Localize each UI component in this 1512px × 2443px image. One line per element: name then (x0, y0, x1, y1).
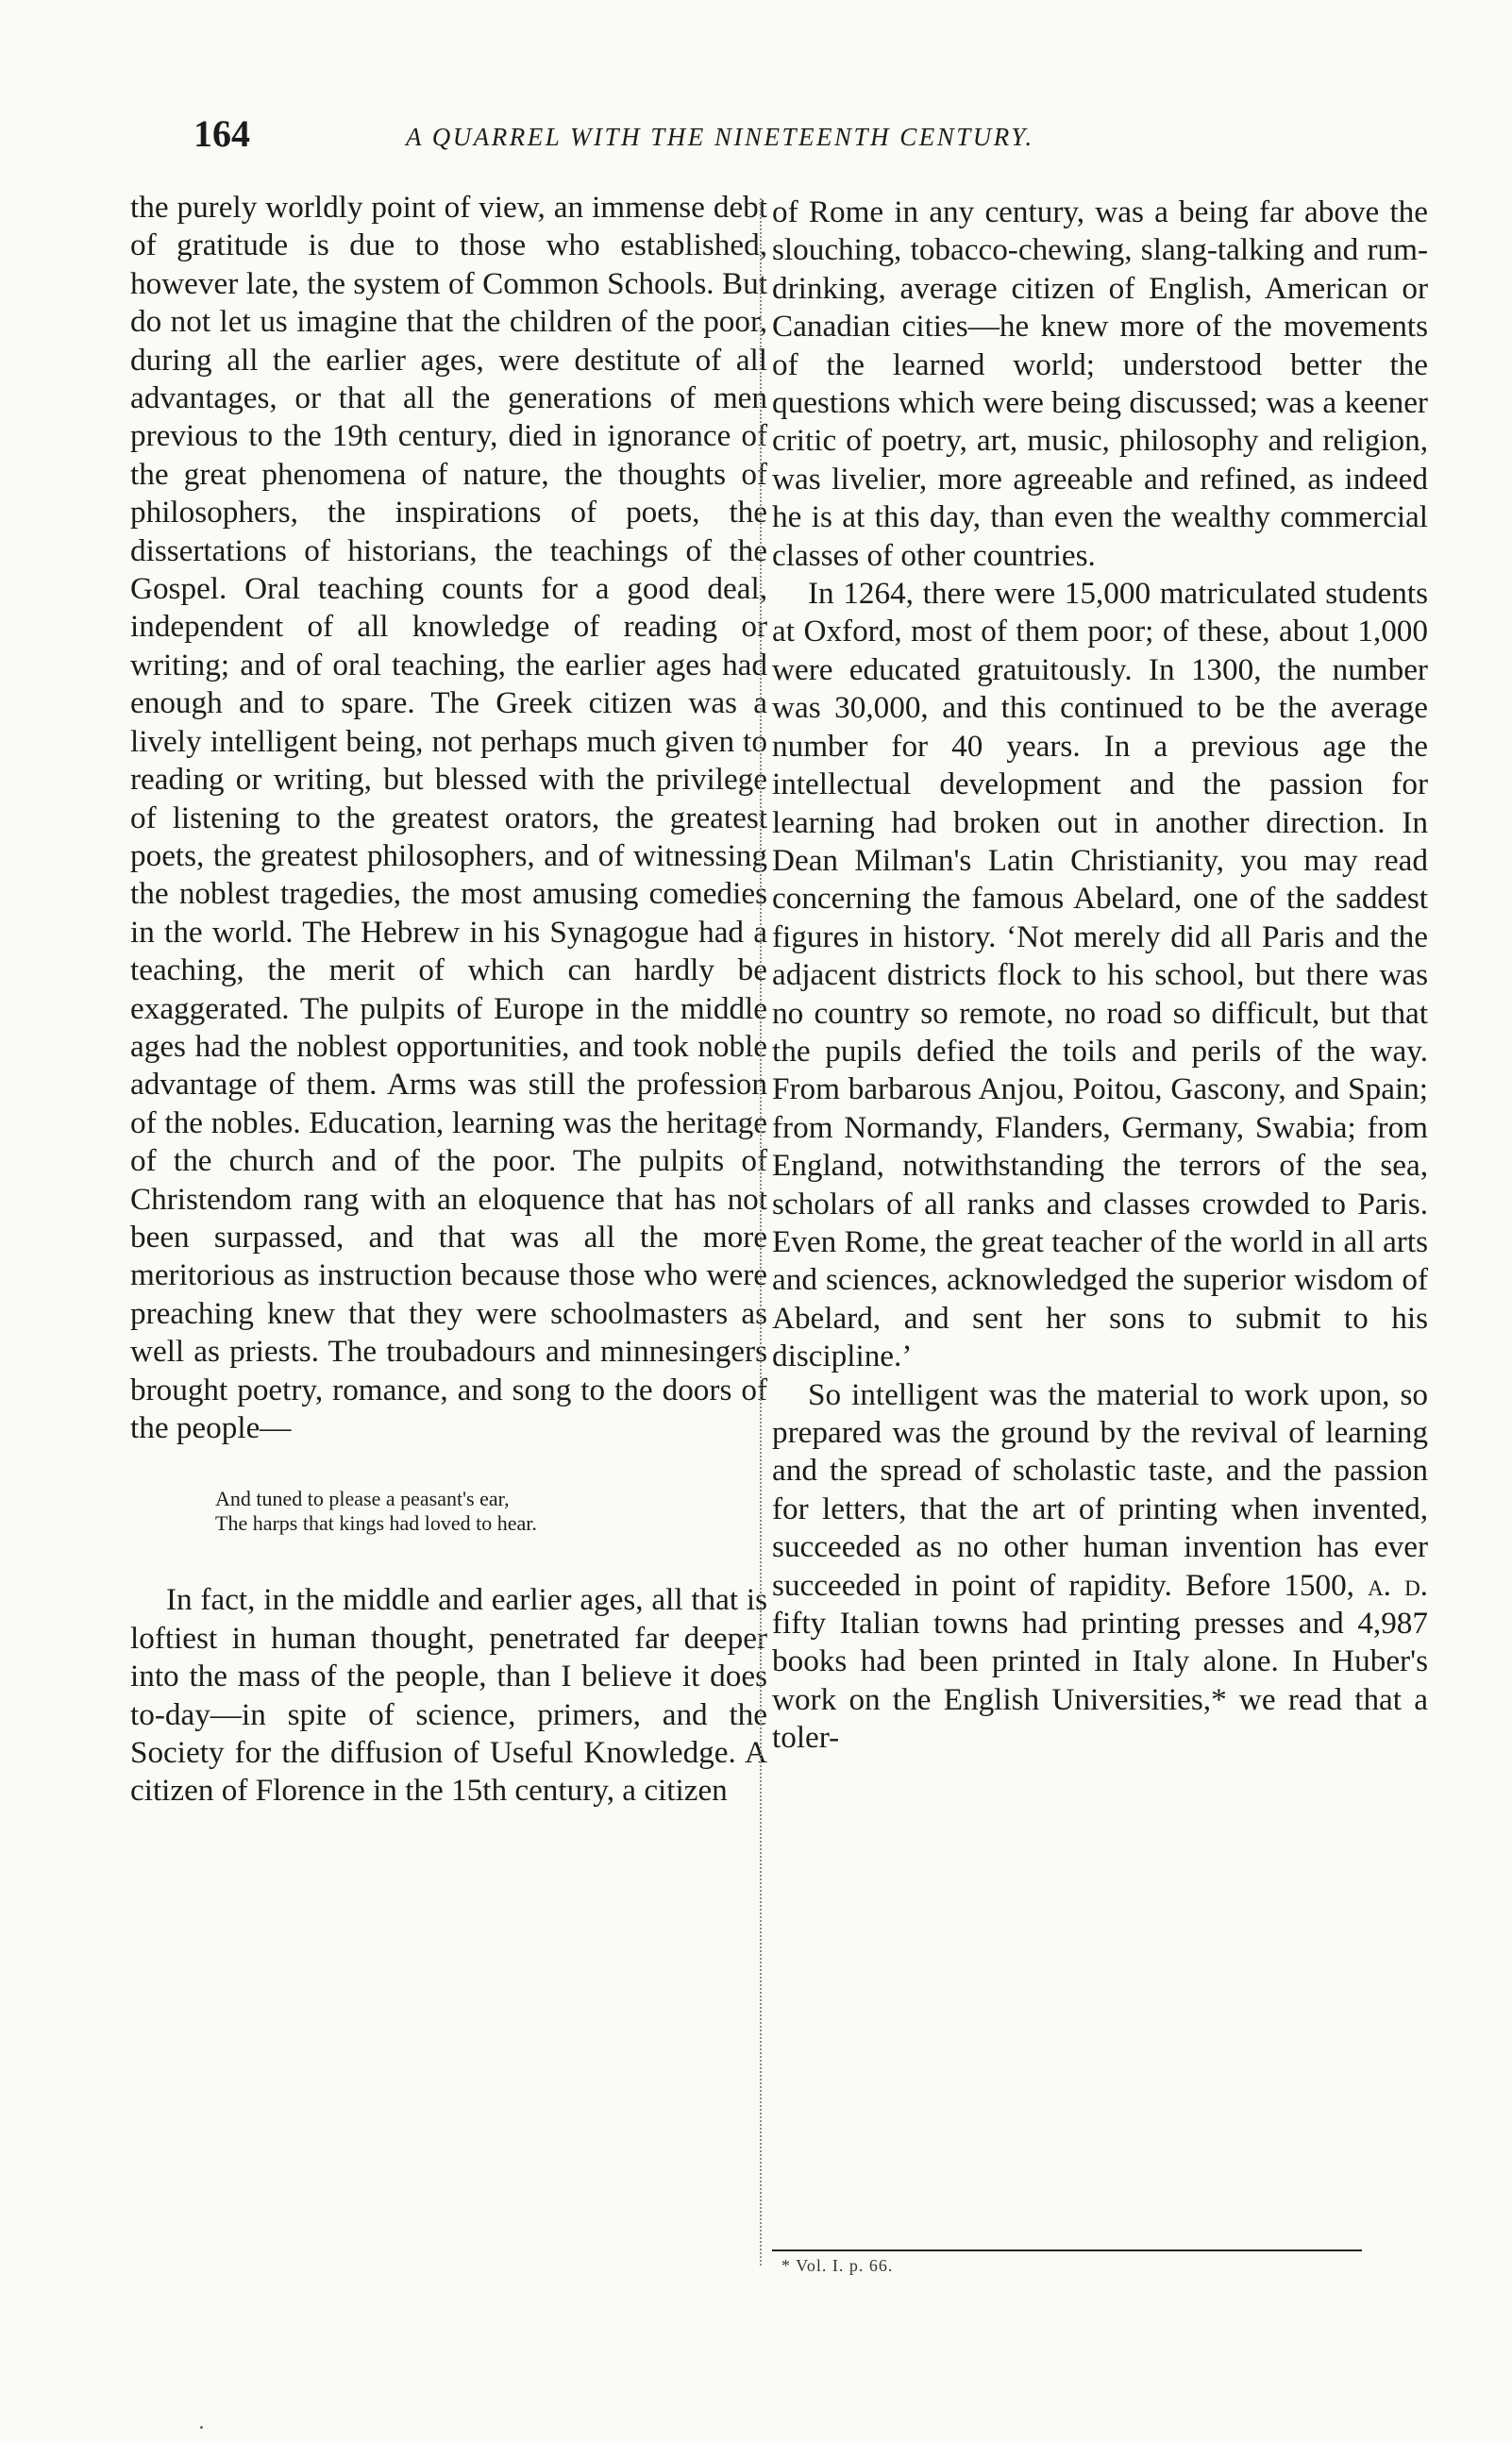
footnote-rule (772, 2249, 1362, 2251)
right-paragraph-1: of Rome in any century, was a being far above the slouching, tobacco-chewing, slang-talking and rum-drinking, average citizen of English, American or Canadian cities—he knew more of the movements of the learned world; understood better the questions which were being discussed; was a keener critic of poetry, art, music, philosophy and religion, was livelier, more agreeable and refined, as indeed he is at this day, than even the wealthy commercial classes of other countries. (772, 194, 1428, 573)
left-paragraph-2: In fact, in the middle and earlier ages, all that is loftiest in human thought, penetrated far deeper into the mass of the people, than I believe it does to-day—in spite of science, primers, and the Society for the diffusion of Useful Knowledge. A citizen of Florence in the 15th century, a citizen (130, 1582, 767, 1809)
right-paragraph-3-start: So intelligent was the material to work upon, so prepared was the ground by the revival of learning and the spread of scholastic taste, and the passion for letters, that the art of printing when invented, succeeded as no other human invention has ever succeeded in point of rapidity. Before 1500, (772, 1376, 1428, 1603)
right-paragraph-3 (772, 1376, 1428, 1758)
page-number: 164 (193, 112, 250, 155)
right-paragraph-2: In 1264, there were 15,000 matriculated students at Oxford, most of them poor; of these, about 1,000 were educated gratuitously. In 1300, the number was 30,000, and this continued to be the average number for 40 years. In a previous age the intellectual development and the passion for learning had broken out in another direction. In Dean Milman's Latin Christianity, you may read concerning the famous Abelard, one of the saddest figures in history. ‘Not merely did all Paris and the adjacent districts flock to his school, but there was no country so remote, no road so difficult, but that the pupils defied the toils and perils of the way. From barbarous Anjou, Poitou, Gascony, and Spain; from Normandy, Flanders, Germany, Swabia; from England, notwithstanding the terrors of the sea, scholars of all ranks and classes crowded to Paris. Even Rome, the great teacher of the world in all arts and sciences, acknowledged the superior wisdom of Abelard, and sent her sons to submit to his discipline.’ (772, 576, 1428, 1374)
era-abbreviation: a. d. (1368, 1567, 1428, 1603)
verse-line-1: And tuned to please a peasant's ear, (215, 1487, 510, 1511)
column-divider (760, 198, 762, 2266)
right-paragraph-3-end: fifty Italian towns had printing presses and 4,987 books had been printed in Italy alone. In Huber's work on the English Universities,* we read that a toler- (772, 1606, 1428, 1756)
verse-quotation (215, 1487, 767, 1536)
verse-line-2: The harps that kings had loved to hear. (215, 1511, 537, 1536)
page-header (193, 111, 1218, 168)
running-title: A QUARREL WITH THE NINETEENTH CENTURY. (406, 123, 1034, 151)
right-column (772, 194, 1428, 1758)
footnote: * Vol. I. p. 66. (781, 2256, 894, 2275)
left-column (130, 189, 767, 1811)
paper-speck (200, 2426, 203, 2429)
left-paragraph-1: the purely worldly point of view, an immense debt of gratitude is due to those who established, however late, the system of Common Schools. But do not let us imagine that the children of the poor, during all the earlier ages, were destitute of all advantages, or that all the generations of men previous to the 19th century, died in ignorance of the great phenomena of nature, the thoughts of philosophers, the inspirations of poets, the dissertations of historians, the teachings of the Gospel. Oral teaching counts for a good deal, independent of all knowledge of reading or writing; and of oral teaching, the earlier ages had enough and to spare. The Greek citizen was a lively intelligent being, not perhaps much given to reading or writing, but blessed with the privilege of listening to the greatest orators, the greatest poets, the greatest philosophers, and of witnessing the noblest tragedies, the most amusing comedies in the world. The Hebrew in his Synagogue had a teaching, the merit of which can hardly be exaggerated. The pulpits of Europe in the middle ages had the noblest opportunities, and took noble advantage of them. Arms was still the profession of the nobles. Education, learning was the heritage of the church and of the poor. The pulpits of Christendom rang with an eloquence that has not been surpassed, and that was all the more meritorious as instruction because those who were preaching knew that they were schoolmasters as well as priests. The troubadours and minnesingers brought poetry, romance, and song to the doors of the people— (130, 190, 767, 1445)
